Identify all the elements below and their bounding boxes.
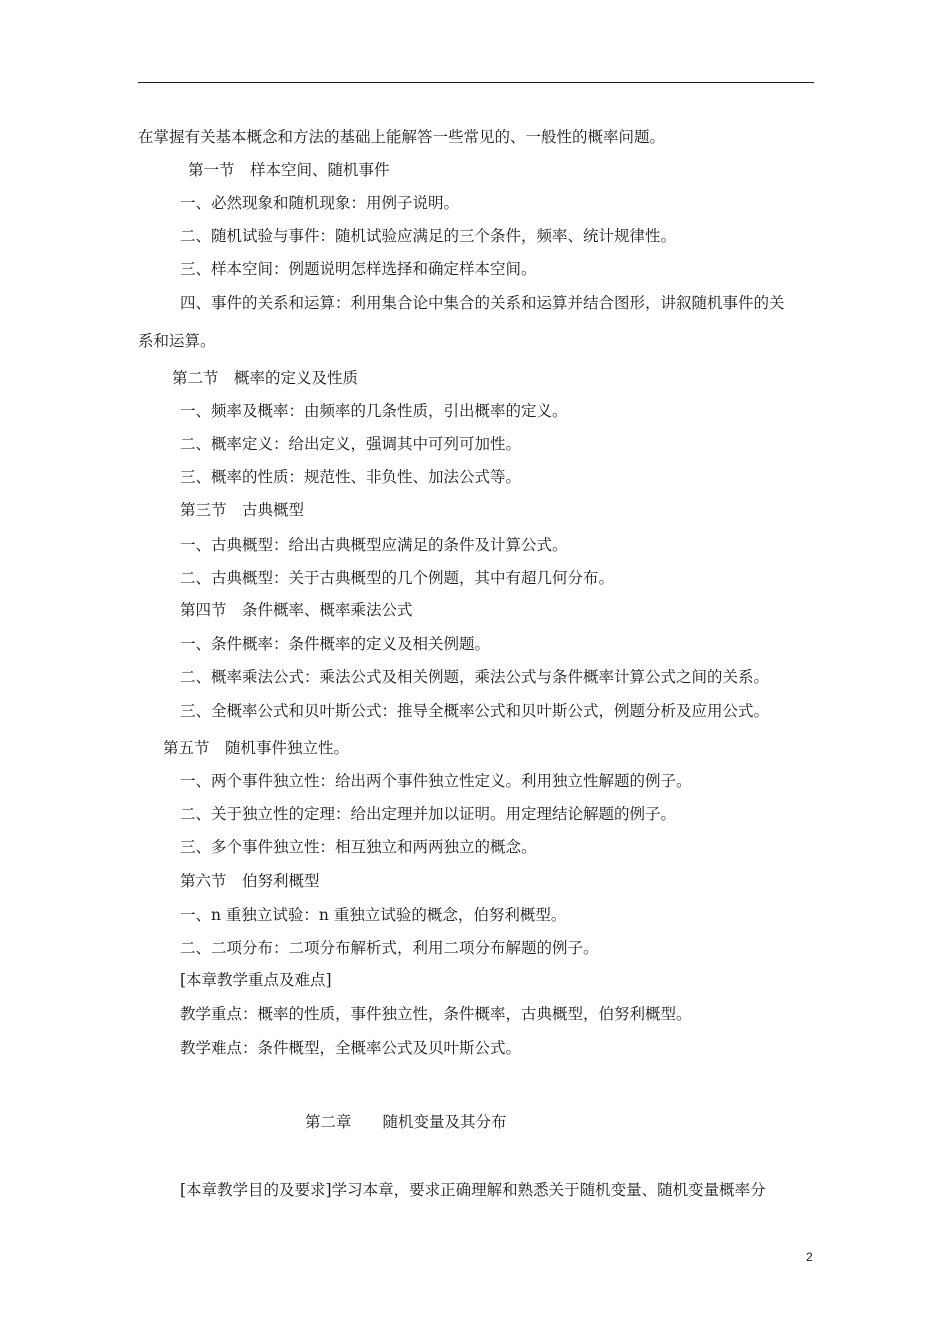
text-line-16: 一、条件概率：条件概率的定义及相关例题。 xyxy=(180,635,491,653)
text-line-9: 一、频率及概率：由频率的几条性质，引出概率的定义。 xyxy=(180,402,568,420)
text-line-4: 二、随机试验与事件：随机试验应满足的三个条件，频率、统计规律性。 xyxy=(180,227,677,245)
text-line-28: 教学难点：条件概型，全概率公式及贝叶斯公式。 xyxy=(180,1039,522,1057)
section-heading-3: 第三节 古典概型 xyxy=(180,501,305,519)
text-line-13: 一、古典概型：给出古典概型应满足的条件及计算公式。 xyxy=(180,536,568,554)
section-heading-6: 第六节 伯努利概型 xyxy=(180,872,320,890)
text-line-7: 系和运算。 xyxy=(138,332,216,350)
text-line-30: [本章教学目的及要求]学习本章，要求正确理解和熟悉关于随机变量、随机变量概率分 xyxy=(180,1181,766,1199)
text-line-25: 二、二项分布：二项分布解析式，利用二项分布解题的例子。 xyxy=(180,939,599,957)
text-line-17: 二、概率乘法公式：乘法公式及相关例题，乘法公式与条件概率计算公式之间的关系。 xyxy=(180,668,770,686)
page-number: 2 xyxy=(806,1250,813,1264)
text-line-27: 教学重点：概率的性质，事件独立性，条件概率，古典概型，伯努利概型。 xyxy=(180,1005,692,1023)
text-line-24: 一、n 重独立试验：n 重独立试验的概念，伯努利概型。 xyxy=(180,906,567,924)
section-heading-1: 第一节 样本空间、随机事件 xyxy=(188,161,390,179)
chapter-heading: 第二章 随机变量及其分布 xyxy=(305,1113,507,1131)
section-heading-5: 第五节 随机事件独立性。 xyxy=(163,739,350,757)
text-line-14: 二、古典概型：关于古典概型的几个例题，其中有超几何分布。 xyxy=(180,569,615,587)
text-line-21: 二、关于独立性的定理：给出定理并加以证明。用定理结论解题的例子。 xyxy=(180,805,677,823)
header-rule xyxy=(138,82,814,83)
section-heading-4: 第四节 条件概率、概率乘法公式 xyxy=(180,601,413,619)
text-line-18: 三、全概率公式和贝叶斯公式：推导全概率公式和贝叶斯公式，例题分析及应用公式。 xyxy=(180,702,770,720)
section-heading-2: 第二节 概率的定义及性质 xyxy=(172,369,359,387)
subheading-key-points: [本章教学重点及难点] xyxy=(180,971,332,989)
text-line-10: 二、概率定义：给出定义，强调其中可列可加性。 xyxy=(180,435,522,453)
text-line-11: 三、概率的性质：规范性、非负性、加法公式等。 xyxy=(180,468,522,486)
text-line-20: 一、两个事件独立性：给出两个事件独立性定义。利用独立性解题的例子。 xyxy=(180,772,692,790)
text-line-22: 三、多个事件独立性：相互独立和两两独立的概念。 xyxy=(180,838,537,856)
text-line-3: 一、必然现象和随机现象：用例子说明。 xyxy=(180,194,460,212)
text-line-5: 三、样本空间：例题说明怎样选择和确定样本空间。 xyxy=(180,260,537,278)
text-line-6: 四、事件的关系和运算：利用集合论中集合的关系和运算并结合图形，讲叙随机事件的关 xyxy=(180,294,785,312)
text-line-1: 在掌握有关基本概念和方法的基础上能解答一些常见的、一般性的概率问题。 xyxy=(138,128,666,146)
